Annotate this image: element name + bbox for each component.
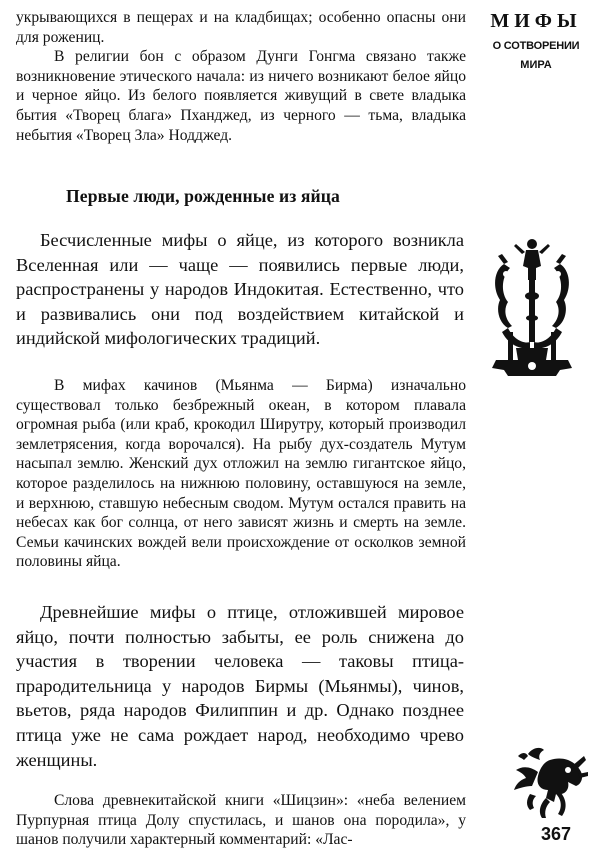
paragraph-4: В мифах качинов (Мьянма — Бирма) изначально существовал только безбрежный океан, в котором плавала огромная рыба (или краб, крокодил Ширутру, который производил землетрясения, когда ворочался). На рыбу дух-создатель Мутум насыпал землю. Женский дух отложил на землю гигантское яйцо, которое разделилось на нижнюю половину, оставшуюся на земле, и верхнюю, ставшую небесным сводом. Мутум остался править на небесах как бог солнца, от него зависят жизнь и смерть на земле. Семьи качинских вождей вели происхождение от осколков земной половины яйца.: [16, 377, 466, 571]
paragraph-3: Бесчисленные мифы о яйце, из которого возникла Вселенная или — чаще — появились первые люди, распространены у народов Индокитая. Естественно, что и развивались они под воздействием китайской и индийской мифологических традиций.: [16, 230, 464, 349]
running-header-subtitle: О СОТВОРЕНИИ: [492, 40, 580, 52]
page-number: 367: [541, 824, 572, 844]
running-header-title: МИФЫ: [490, 10, 582, 32]
running-header-subtitle2: МИРА: [520, 59, 552, 71]
section-heading: Первые люди, рожденные из яйца: [66, 186, 340, 206]
bronze-figurine-illustration: [486, 236, 578, 378]
paragraph-6-block: [16, 791, 466, 850]
paragraph-5: Древнейшие мифы о птице, отложившей мировое яйцо, почти полностью забыты, ее роль снижена до участия в творении человека — таковы птица-прародительница у народов Бирмы (Мьянмы), чинов, вьетов, ряда народов Филиппин и др. Однако позднее птица уже не сама рождает народ, необходимо чрево женщины.: [16, 602, 464, 770]
paragraph-1: укрывающихся в пещерах и на кладбищах; особенно опасны они для рожениц.: [16, 9, 466, 46]
running-header: [480, 8, 592, 72]
paragraph-2: В религии бон с образом Дунги Гонгма связано также возникновение этического начала: из ничего возникают белое яйцо и черное яйцо. Из белого появляется живущий в свете владыка бытия «Творец блага» Пханджед, из черного — тьма, владыка небытия «Творец Зла» Нодджед.: [16, 48, 466, 144]
dragon-illustration: [510, 742, 588, 820]
paragraph-4-block: [16, 376, 466, 572]
paragraph-3-block: [16, 228, 464, 351]
paragraph-1-block: [16, 8, 466, 145]
paragraph-5-block: [16, 600, 464, 772]
paragraph-6: Слова древнекитайской книги «Шицзин»: «неба велением Пурпурная птица Долу спустилась, и шанов она породила», у шанов получили характерный комментарий: «Лас-: [16, 792, 466, 849]
